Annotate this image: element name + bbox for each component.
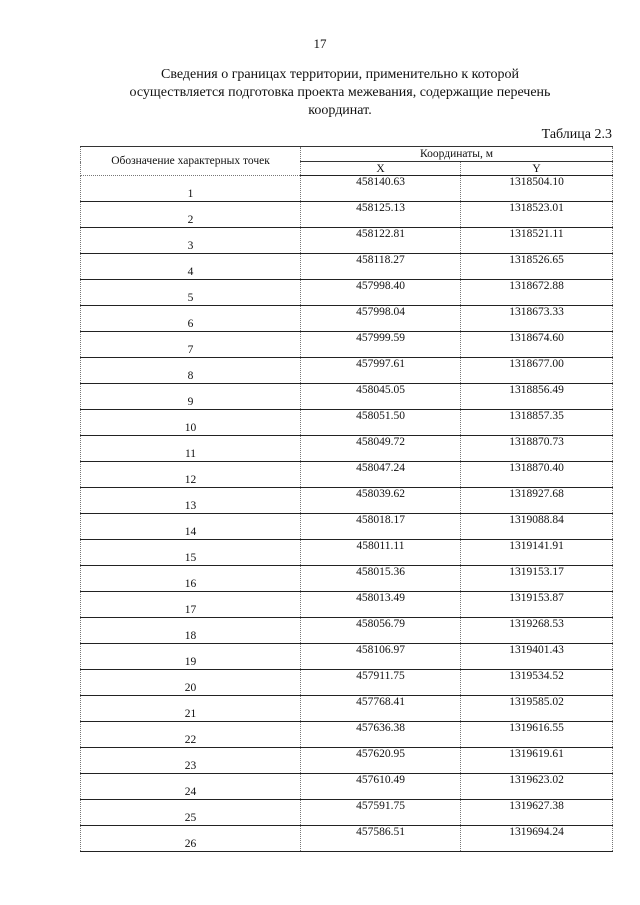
x-coordinate-cell: 458011.11 [301,540,461,566]
x-coordinate-cell: 458051.50 [301,410,461,436]
table-row [81,592,613,618]
x-coordinate-cell: 458039.62 [301,488,461,514]
page-number: 17 [313,36,327,51]
header-x: X [301,162,461,176]
x-coordinate-cell: 457999.59 [301,332,461,358]
table-row [81,514,613,540]
table-row [81,462,613,488]
x-coordinate-cell: 457911.75 [301,670,461,696]
y-coordinate-cell: 1318521.11 [461,228,613,254]
x-coordinate-cell: 457997.61 [301,358,461,384]
table-row [81,332,613,358]
point-designation-cell: 4 [81,254,301,280]
y-coordinate-cell: 1318870.40 [461,462,613,488]
point-designation-cell: 23 [81,748,301,774]
point-designation-cell: 3 [81,228,301,254]
table-row [81,254,613,280]
table-row [81,280,613,306]
point-designation-cell: 10 [81,410,301,436]
x-coordinate-cell: 458045.05 [301,384,461,410]
table-row [81,436,613,462]
y-coordinate-cell: 1318856.49 [461,384,613,410]
table-row [81,410,613,436]
table-row [81,228,613,254]
header-y: Y [461,162,613,176]
y-coordinate-cell: 1318526.65 [461,254,613,280]
table-row [81,358,613,384]
point-designation-cell: 24 [81,774,301,800]
x-coordinate-cell: 458015.36 [301,566,461,592]
point-designation-cell: 7 [81,332,301,358]
x-coordinate-cell: 458106.97 [301,644,461,670]
point-designation-cell: 14 [81,514,301,540]
y-coordinate-cell: 1319141.91 [461,540,613,566]
x-coordinate-cell: 458118.27 [301,254,461,280]
y-coordinate-cell: 1318504.10 [461,176,613,202]
x-coordinate-cell: 458122.81 [301,228,461,254]
y-coordinate-cell: 1319401.43 [461,644,613,670]
y-coordinate-cell: 1318927.68 [461,488,613,514]
table-row [81,748,613,774]
table-label: Таблица 2.3 [541,127,612,142]
y-coordinate-cell: 1319623.02 [461,774,613,800]
x-coordinate-cell: 458140.63 [301,176,461,202]
y-coordinate-cell: 1319153.17 [461,566,613,592]
x-coordinate-cell: 457610.49 [301,774,461,800]
table-row [81,488,613,514]
point-designation-cell: 13 [81,488,301,514]
table-row [81,644,613,670]
point-designation-cell: 1 [81,176,301,202]
x-coordinate-cell: 457591.75 [301,800,461,826]
y-coordinate-cell: 1319585.02 [461,696,613,722]
table-row [81,722,613,748]
point-designation-cell: 21 [81,696,301,722]
table-row [81,384,613,410]
title-line-2: осуществляется подготовка проекта межевания, содержащие перечень [129,85,551,100]
x-coordinate-cell: 458047.24 [301,462,461,488]
table-row [81,800,613,826]
point-designation-cell: 18 [81,618,301,644]
x-coordinate-cell: 458018.17 [301,514,461,540]
document-title [100,66,580,120]
y-coordinate-cell: 1318673.33 [461,306,613,332]
x-coordinate-cell: 457586.51 [301,826,461,852]
point-designation-cell: 19 [81,644,301,670]
coordinates-table [80,146,613,852]
x-coordinate-cell: 457998.04 [301,306,461,332]
table-row [81,826,613,852]
y-coordinate-cell: 1318857.35 [461,410,613,436]
y-coordinate-cell: 1318870.73 [461,436,613,462]
point-designation-cell: 11 [81,436,301,462]
y-coordinate-cell: 1318523.01 [461,202,613,228]
title-line-3: координат. [308,103,372,118]
table-row [81,202,613,228]
y-coordinate-cell: 1319694.24 [461,826,613,852]
y-coordinate-cell: 1319534.52 [461,670,613,696]
table-row [81,566,613,592]
x-coordinate-cell: 457636.38 [301,722,461,748]
y-coordinate-cell: 1318672.88 [461,280,613,306]
table-row [81,774,613,800]
x-coordinate-cell: 458125.13 [301,202,461,228]
table-row [81,696,613,722]
title-line-1: Сведения о границах территории, применительно к которой [161,67,519,82]
point-designation-cell: 5 [81,280,301,306]
y-coordinate-cell: 1319088.84 [461,514,613,540]
point-designation-cell: 22 [81,722,301,748]
point-designation-cell: 25 [81,800,301,826]
y-coordinate-cell: 1318677.00 [461,358,613,384]
y-coordinate-cell: 1319268.53 [461,618,613,644]
table-row [81,540,613,566]
point-designation-cell: 20 [81,670,301,696]
y-coordinate-cell: 1319627.38 [461,800,613,826]
x-coordinate-cell: 457998.40 [301,280,461,306]
y-coordinate-cell: 1319616.55 [461,722,613,748]
header-coordinates: Координаты, м [301,147,613,162]
table-row [81,306,613,332]
point-designation-cell: 9 [81,384,301,410]
y-coordinate-cell: 1319619.61 [461,748,613,774]
x-coordinate-cell: 458049.72 [301,436,461,462]
point-designation-cell: 26 [81,826,301,852]
table-row [81,176,613,202]
point-designation-cell: 6 [81,306,301,332]
point-designation-cell: 12 [81,462,301,488]
point-designation-cell: 17 [81,592,301,618]
x-coordinate-cell: 458056.79 [301,618,461,644]
x-coordinate-cell: 457620.95 [301,748,461,774]
point-designation-cell: 15 [81,540,301,566]
x-coordinate-cell: 458013.49 [301,592,461,618]
point-designation-cell: 16 [81,566,301,592]
header-point-designation: Обозначение характерных точек [81,147,301,176]
y-coordinate-cell: 1318674.60 [461,332,613,358]
table-row [81,670,613,696]
table-row [81,618,613,644]
point-designation-cell: 8 [81,358,301,384]
table-body [81,176,613,852]
point-designation-cell: 2 [81,202,301,228]
y-coordinate-cell: 1319153.87 [461,592,613,618]
x-coordinate-cell: 457768.41 [301,696,461,722]
